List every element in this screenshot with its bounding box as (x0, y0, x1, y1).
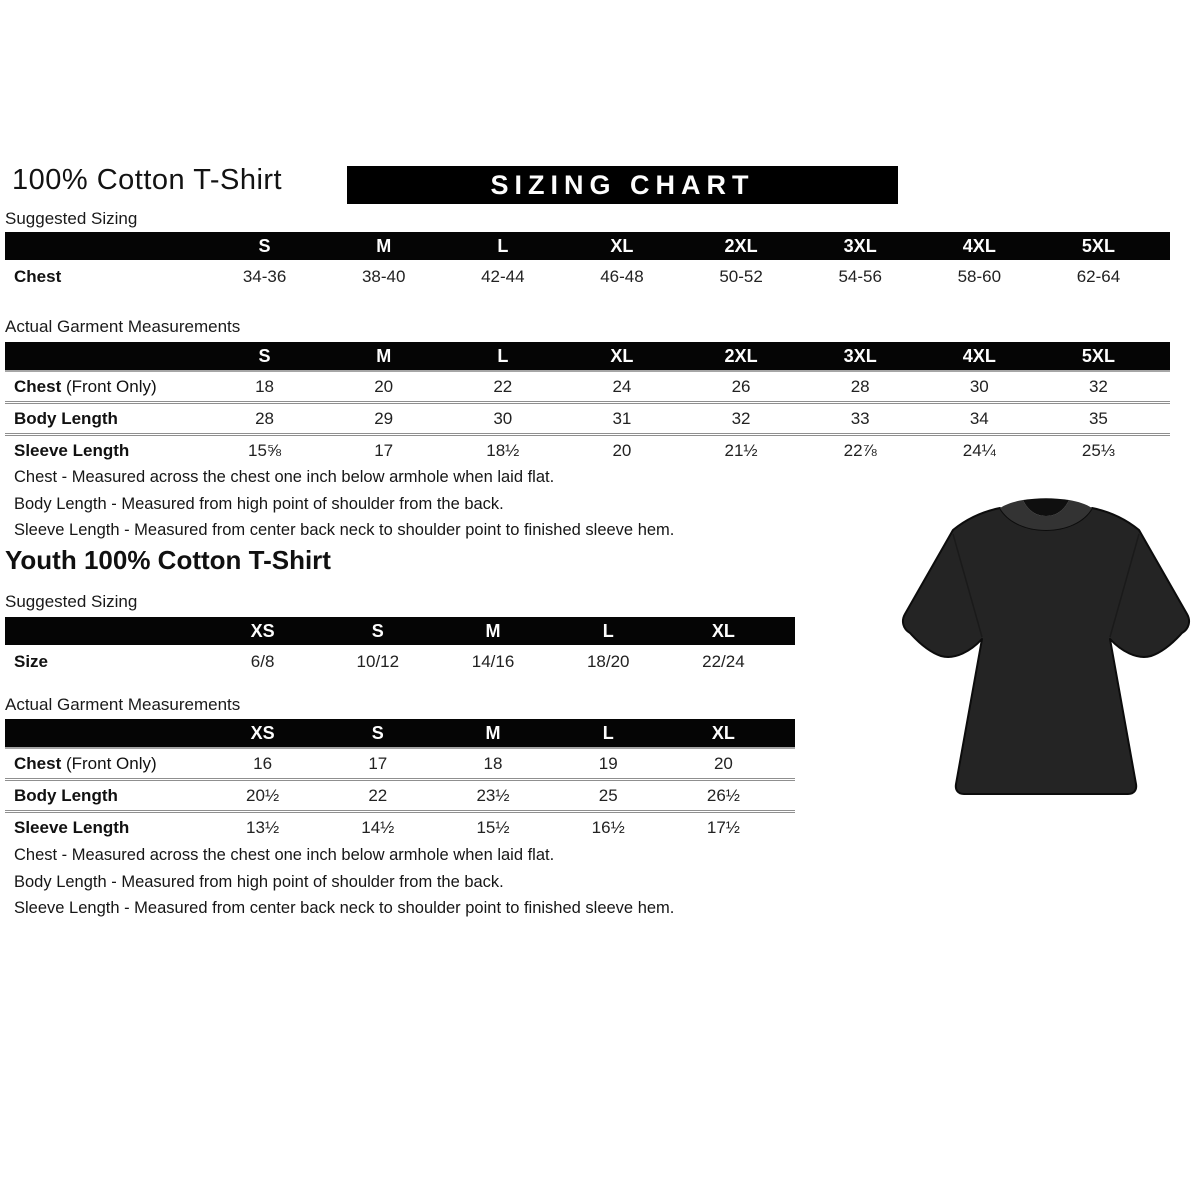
column-header: S (258, 345, 271, 366)
column-header: L (497, 235, 509, 256)
table-cell: 34-36 (242, 266, 287, 286)
table-cell: 16 (253, 753, 273, 773)
table-row-chest-front-only (5, 370, 1170, 401)
table-row-chest-front-only (5, 747, 795, 778)
table-cell: 22⅞ (843, 440, 877, 460)
column-header: XL (610, 345, 634, 366)
table-row-sleeve-length (5, 433, 1170, 465)
row-label-text: Chest (14, 753, 62, 773)
column-header: 5XL (1081, 345, 1115, 366)
table-cell: 16½ (591, 817, 625, 837)
note-body-length: Body Length - Measured from high point of shoulder from the back. (14, 494, 504, 513)
table-cell: 23½ (476, 785, 510, 805)
youth-suggested-sizing-label: Suggested Sizing (5, 592, 138, 611)
column-header: S (258, 235, 271, 256)
row-label-text: Sleeve Length (14, 817, 130, 837)
row-label (5, 409, 205, 429)
table-cell: 35 (1088, 408, 1108, 428)
table-header-row (5, 617, 795, 645)
column-header: 4XL (962, 345, 996, 366)
table-cell: 31 (612, 408, 632, 428)
table-row-body-length (5, 401, 1170, 433)
table-cell: 25⅓ (1081, 440, 1115, 460)
table-row-chest (5, 260, 1170, 293)
table-cell: 18/20 (586, 651, 630, 671)
row-label-text: Chest (14, 376, 62, 396)
sizing-chart-banner-text: SIZING CHART (490, 169, 755, 200)
adult-suggested-sizing-table (5, 232, 1170, 293)
tshirt-image (898, 492, 1194, 802)
table-cell: 28 (850, 376, 870, 396)
note-chest: Chest - Measured across the chest one inch below armhole when laid flat. (14, 468, 555, 486)
row-label-suffix: (Front Only) (61, 376, 157, 396)
tshirt-body (903, 508, 1189, 794)
youth-measurement-notes (14, 842, 674, 922)
page-title: 100% Cotton T-Shirt (12, 164, 283, 196)
table-cell: 17 (368, 753, 388, 773)
table-cell: 24 (612, 376, 632, 396)
table-cell: 25 (598, 785, 618, 805)
table-cell: 24¼ (962, 440, 996, 460)
table-cell: 34 (969, 408, 989, 428)
column-header: XS (250, 722, 275, 743)
row-label (5, 377, 205, 397)
row-label (5, 754, 205, 774)
table-cell: 14/16 (471, 651, 515, 671)
table-cell: 32 (731, 408, 751, 428)
table-cell: 20 (612, 440, 632, 460)
table-cell: 54-56 (838, 266, 882, 286)
youth-suggested-sizing-table (5, 617, 795, 678)
column-header: 3XL (843, 235, 877, 256)
table-row-body-length (5, 778, 795, 810)
row-label-text: Body Length (14, 785, 118, 805)
table-cell: 18½ (486, 440, 520, 460)
table-cell: 22/24 (702, 651, 745, 671)
table-cell: 62-64 (1076, 266, 1121, 286)
adult-actual-measurements-label: Actual Garment Measurements (5, 317, 241, 336)
table-cell: 17½ (706, 817, 740, 837)
table-cell: 50-52 (719, 266, 763, 286)
table-cell: 22 (493, 376, 513, 396)
table-cell: 42-44 (481, 266, 525, 286)
row-label-text: Size (14, 651, 49, 671)
table-header-row (5, 342, 1170, 370)
column-header: XS (250, 620, 275, 641)
table-cell: 19 (598, 753, 618, 773)
column-header: 2XL (724, 345, 758, 366)
table-cell: 32 (1088, 376, 1108, 396)
column-header: 3XL (843, 345, 877, 366)
column-header: M (485, 620, 501, 641)
table-cell: 22 (368, 785, 388, 805)
note-sleeve-length: Sleeve Length - Measured from center back neck to shoulder point to finished sleeve hem. (14, 521, 675, 539)
table-cell: 28 (255, 408, 275, 428)
column-header: XL (711, 722, 735, 743)
youth-section-title: Youth 100% Cotton T-Shirt (5, 545, 331, 575)
youth-actual-measurements-label: Actual Garment Measurements (5, 695, 241, 714)
adult-actual-measurements-table (5, 342, 1170, 465)
row-label-text: Body Length (14, 408, 118, 428)
table-cell: 30 (969, 376, 989, 396)
table-cell: 20½ (246, 785, 280, 805)
column-header: 2XL (724, 235, 758, 256)
column-header: L (497, 345, 509, 366)
adult-measurement-notes (14, 464, 674, 544)
row-label (5, 652, 205, 672)
table-cell: 10/12 (356, 651, 400, 671)
table-cell: 18 (483, 753, 503, 773)
column-header: 5XL (1081, 235, 1115, 256)
column-header: S (371, 722, 384, 743)
table-cell: 38-40 (361, 266, 406, 286)
table-cell: 15⅝ (248, 440, 282, 460)
table-cell: 20 (374, 376, 394, 396)
table-header-row (5, 719, 795, 747)
column-header: L (602, 620, 614, 641)
note-chest: Chest - Measured across the chest one inch below armhole when laid flat. (14, 846, 555, 864)
row-label-suffix: (Front Only) (61, 753, 157, 773)
table-cell: 20 (713, 753, 733, 773)
note-sleeve-length: Sleeve Length - Measured from center back neck to shoulder point to finished sleeve hem. (14, 899, 675, 917)
table-cell: 33 (850, 408, 870, 428)
table-cell: 58-60 (957, 266, 1002, 286)
column-header: S (371, 620, 384, 641)
row-label (5, 267, 205, 287)
table-cell: 6/8 (250, 651, 275, 671)
table-cell: 14½ (361, 817, 395, 837)
column-header: 4XL (962, 235, 996, 256)
youth-actual-measurements-table (5, 719, 795, 842)
row-label-text: Chest (14, 266, 62, 286)
table-cell: 26½ (706, 785, 740, 805)
table-row-size (5, 645, 795, 678)
column-header: M (376, 235, 392, 256)
table-cell: 29 (374, 408, 394, 428)
column-header: XL (610, 235, 634, 256)
table-cell: 21½ (724, 440, 758, 460)
table-cell: 26 (731, 376, 751, 396)
table-cell: 46-48 (600, 266, 644, 286)
table-header-row (5, 232, 1170, 260)
column-header: M (485, 722, 501, 743)
column-header: L (602, 722, 614, 743)
adult-suggested-sizing-label: Suggested Sizing (5, 209, 138, 228)
row-label-text: Sleeve Length (14, 440, 130, 460)
row-label (5, 441, 205, 461)
table-cell: 15½ (476, 817, 510, 837)
table-cell: 30 (493, 408, 513, 428)
sizing-chart-banner (347, 166, 898, 204)
row-label (5, 786, 205, 806)
table-cell: 18 (255, 376, 275, 396)
table-row-sleeve-length (5, 810, 795, 842)
note-body-length: Body Length - Measured from high point of shoulder from the back. (14, 872, 504, 891)
column-header: M (376, 345, 392, 366)
table-cell: 13½ (246, 817, 280, 837)
row-label (5, 818, 205, 838)
table-cell: 17 (374, 440, 394, 460)
column-header: XL (711, 620, 735, 641)
